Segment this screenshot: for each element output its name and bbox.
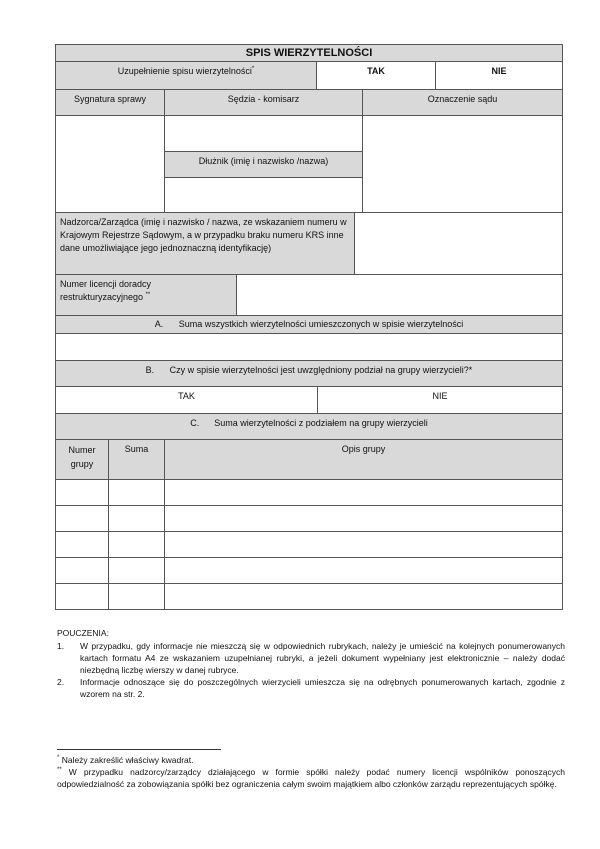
section-c-header [55,413,563,440]
section-a-header [55,315,563,334]
judge-commissioner-field[interactable] [164,115,363,152]
footnote-2 [57,766,565,790]
group-sum-cell[interactable] [108,531,165,558]
footnote-mark: ** [145,292,151,298]
footnote-separator [57,749,221,750]
court-designation-field[interactable] [362,115,563,213]
group-sum-cell[interactable] [108,557,165,584]
section-b-header [55,360,563,387]
group-number-header: Numer grupy [55,439,109,480]
supervisor-field[interactable] [354,212,563,275]
group-description-cell[interactable] [164,583,563,610]
group-description-header: Opis grupy [164,439,563,480]
group-number-cell[interactable] [55,505,109,532]
section-b-label: Czy w spisie wierzytelności jest uwzględniony podział na grupy wierzycieli?* [169,365,473,375]
instruction-text: W przypadku, gdy informacje nie mieszczą się w odpowiednich rubrykach, należy je umieścić na kolejnych ponumerowanych kartach formatu A4 ze wskazaniem uzupełnianej rubryki, a jeżeli dokument wypełniany jest elektronicznie – należy dodać niezbędną liczbę wierszy w danej rubryce. [80,641,565,675]
section-a-letter: A. [154,319,164,329]
instruction-number: 1. [57,641,65,651]
instructions [57,627,565,700]
footnote-mark: ** [57,767,62,774]
judge-commissioner-header: Sędzia - komisarz [164,89,363,116]
footnote-mark: * [57,755,60,762]
supplement-yes-option[interactable]: TAK [316,61,436,90]
case-signature-field[interactable] [55,115,165,213]
license-label [55,274,237,316]
footnote-mark: * [251,66,255,72]
group-number-cell[interactable] [55,583,109,610]
debtor-header: Dłużnik (imię i nazwisko /nazwa) [164,151,363,178]
group-sum-cell[interactable] [108,583,165,610]
footnote-text: Należy zakreślić właściwy kwadrat. [59,755,194,765]
supervisor-label: Nadzorca/Zarządca (imię i nazwisko / nazwa, ze wskazaniem numeru w Krajowym Rejestrze Sądowym, a w przypadku braku numeru KRS inne dane umożliwiające jego jednoznaczną identyfikację) [55,212,355,275]
section-c-label: Suma wierzytelności z podziałem na grupy wierzycieli [214,418,428,428]
instruction-text: Informacje odnoszące się do poszczególnych wierzycieli umieszcza się na odrębnych ponumerowanych kartach, zgodnie z wzorem na str. 2. [80,677,565,699]
supplement-no-option[interactable]: NIE [435,61,563,90]
court-designation-header: Oznaczenie sądu [362,89,563,116]
group-sum-cell[interactable] [108,505,165,532]
section-a-total-field[interactable] [55,333,563,361]
supplement-label-text: Uzupełnienie spisu wierzytelności [117,66,252,76]
group-description-cell[interactable] [164,505,563,532]
group-description-cell[interactable] [164,557,563,584]
instruction-item [57,640,565,676]
instruction-number: 2. [57,677,65,687]
section-a-label: Suma wszystkich wierzytelności umieszczonych w spisie wierzytelności [178,319,464,329]
group-sum-cell[interactable] [108,479,165,506]
group-number-cell[interactable] [55,479,109,506]
debtor-field[interactable] [164,177,363,213]
footnote-1 [57,754,565,766]
group-sum-header: Suma [108,439,165,480]
group-number-cell[interactable] [55,557,109,584]
group-number-cell[interactable] [55,531,109,558]
footnote-text: W przypadku nadzorcy/zarządcy działającego w formie spółki należy podać numery licencji wspólników ponoszących odpowiedzialność za zobowiązania spółki bez ograniczenia całym swoim majątkiem albo członków zarządu reprezentujących spółkę. [57,767,565,789]
instructions-heading: POUCZENIA: [57,628,109,638]
section-b-yes-option[interactable]: TAK [55,386,318,414]
instructions-list [57,640,565,700]
supplement-label [55,61,317,90]
license-label-text: Numer licencji doradcy restrukturyzacyjnego [60,279,152,302]
license-field[interactable] [236,274,563,316]
form-title: SPIS WIERZYTELNOŚCI [55,44,563,62]
group-description-cell[interactable] [164,479,563,506]
footnotes [57,754,565,790]
section-b-no-option[interactable]: NIE [317,386,563,414]
section-b-letter: B. [145,365,155,375]
case-signature-header: Sygnatura sprawy [55,89,165,116]
instruction-item [57,676,565,700]
section-c-letter: C. [190,418,200,428]
group-description-cell[interactable] [164,531,563,558]
